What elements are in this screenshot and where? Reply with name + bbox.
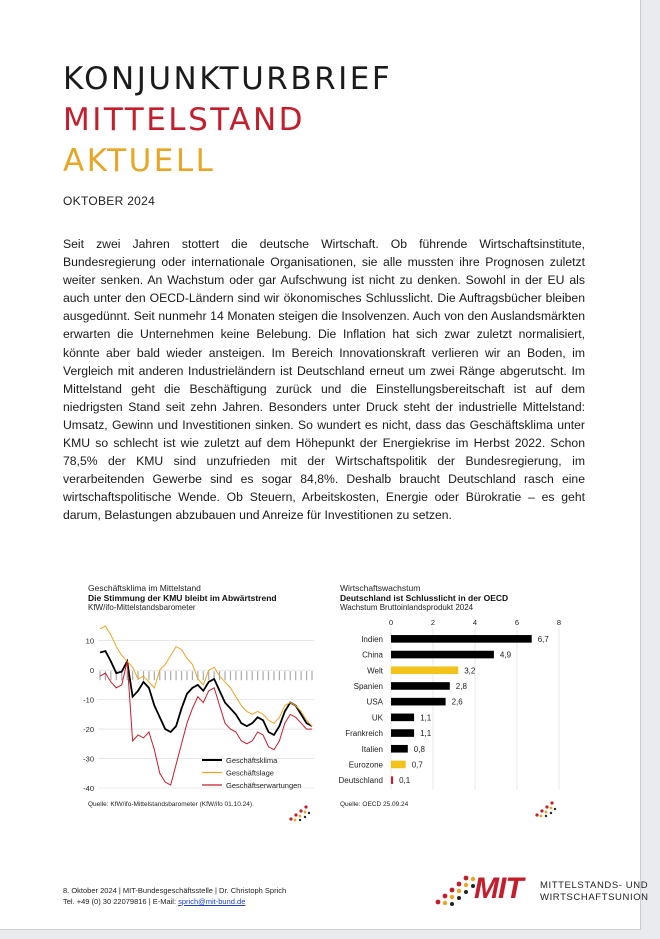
left-chart-tick-label: 0 (89, 666, 94, 676)
right-chart-bar (391, 666, 458, 674)
footer-line-2: Tel. +49 (0) 30 22079816 | E-Mail: sprich@mit-bund.de (63, 897, 246, 906)
right-chart-category-label: Eurozone (348, 760, 383, 770)
right-chart-category-label: UK (371, 713, 383, 723)
right-chart-source: Quelle: OECD 25.09.24 (340, 801, 409, 808)
right-chart-category-label: China (362, 650, 383, 660)
footer-email-link[interactable]: sprich@mit-bund.de (178, 897, 246, 906)
right-chart-tick-label: 6 (514, 618, 520, 627)
right-chart-category-label: Welt (367, 666, 383, 676)
right-chart-tick-label: 8 (556, 618, 562, 627)
right-chart-category-label: Deutschland (338, 776, 383, 786)
left-chart-caption: KfW/ifo-Mittelstandsbarometer (88, 603, 196, 612)
left-chart-tick-label: -10 (83, 695, 94, 705)
right-chart-subtitle: Deutschland ist Schlusslicht in der OECD (340, 593, 509, 603)
mit-logo-wordmark: MIT (474, 872, 523, 905)
right-chart-category-label: Indien (361, 634, 383, 644)
mit-brand-name: MITTELSTANDS- UND WIRTSCHAFTSUNION (540, 880, 649, 903)
left-chart-legend-label: Geschäftserwartungen (226, 781, 302, 790)
left-chart-source: Quelle: KfW/ifo-Mittelstandsbarometer (KfW/ifo 01.10.24) (88, 801, 253, 808)
body-text: Seit zwei Jahren stottert die deutsche Wirtschaft. Ob führende Wirtschaftsinstitute, Bundesregierung oder internationale Organisationen, sie alle mussten ihre Prognosen zuletzt weiter senken. An Wachstum oder gar Aufschwung ist nicht zu denken. Sowohl in der EU als auch unter den OECD-Ländern sind wir ökonomisches Schlusslicht. Die Auftragsbücher bleiben ausgedünnt. Seit nunmehr 14 Monaten steigen die Insolvenzen. Auch von den Auslandsmärkten erwarten die Unternehmen keine Belebung. Die Inflation hat sich zwar zuletzt normalisiert, könnte aber bald wieder ansteigen. Im Bereich Innovationskraft verlieren wir an Boden, im Vergleich mit anderen Industrieländern ist Deutschland erneut um zwei Ränge abgerutscht. Im Mittelstand geht die Beschäftigung zurück und die Einstellungsbereitschaft ist auf dem niedrigsten Stand seit zehn Jahren. Besonders unter Druck steht der industrielle Mittelstand: Umsatz, Gewinn und Investitionen sinken. So wundert es nicht, dass das Geschäftsklima unter KMU so schlecht ist wie zuletzt auf dem Höhepunkt der Energiekrise im Herbst 2022. Schon 78,5% der KMU sind unzufrieden mit der Wirtschaftspolitik der Bundesregierung, im verarbeitenden Gewerbe sind es sogar 84,8%. Deshalb braucht Deutschland rasch eine wirtschaftspolitische Wende. Ob Steuern, Arbeitskosten, Energie oder Bürokratie – es geht darum, Belastungen abzubauen und Anreize für Investitionen zu setzen. (63, 237, 585, 523)
right-chart-value-label: 2,8 (455, 681, 467, 691)
mit-logo-icon (432, 872, 478, 908)
right-chart-bar (391, 635, 532, 643)
left-chart-tick-label: 10 (85, 636, 94, 646)
right-chart-value-label: 6,7 (537, 634, 549, 644)
right-chart-caption: Wachstum Bruttoinlandsprodukt 2024 (340, 603, 474, 612)
left-chart-plot (74, 622, 324, 800)
right-chart-bar (391, 761, 406, 769)
left-chart-subtitle: Die Stimmung der KMU bleibt im Abwärtstrend (88, 593, 277, 603)
right-chart-category-label: Spanien (353, 681, 383, 691)
right-chart-plot (330, 615, 590, 795)
left-chart-tick-label: -40 (83, 784, 94, 793)
issue-date: OKTOBER 2024 (63, 194, 156, 208)
right-chart-tick-label: 2 (430, 618, 436, 627)
right-chart-category-label: Italien (361, 744, 383, 754)
right-chart-category-label: USA (366, 697, 383, 707)
left-chart-title: Geschäftsklima im Mittelstand (88, 583, 201, 593)
right-chart-value-label: 0,8 (413, 744, 425, 754)
right-chart-tick-label: 0 (388, 618, 394, 627)
right-chart-value-label: 2,6 (451, 697, 463, 707)
right-chart-bar (391, 682, 450, 690)
right-chart-bar (391, 651, 494, 659)
left-chart-tick-label: -30 (83, 754, 94, 764)
right-chart-value-label: 0,1 (399, 776, 411, 786)
right-chart-bar (391, 729, 414, 737)
left-chart (88, 583, 323, 613)
title-line-3: AKTUELL (63, 143, 216, 179)
right-chart-bar (391, 745, 408, 753)
title-line-2: MITTELSTAND (63, 102, 306, 138)
right-chart-bar (391, 698, 446, 706)
right-chart-bar (391, 714, 414, 722)
mit-dots-icon (287, 803, 313, 823)
left-chart-tick-label: -20 (83, 725, 94, 735)
right-chart (340, 583, 580, 613)
right-chart-tick-label: 4 (472, 618, 478, 627)
right-chart-category-label: Frankreich (345, 729, 383, 739)
title-line-1: KONJUNKTURBRIEF (63, 61, 393, 97)
right-chart-value-label: 3,2 (464, 666, 476, 676)
right-chart-value-label: 0,7 (411, 760, 423, 770)
right-chart-value-label: 4,9 (499, 650, 512, 660)
mit-dots-icon (533, 799, 559, 819)
right-chart-value-label: 1,1 (420, 713, 432, 723)
right-chart-title: Wirtschaftswachstum (340, 583, 421, 593)
left-chart-legend-label: Geschäftsklima (226, 756, 278, 765)
right-chart-bar (391, 776, 393, 784)
footer-line-1: 8. Oktober 2024 | MIT-Bundesgeschäftsstelle | Dr. Christoph Sprich (63, 886, 287, 895)
right-chart-value-label: 1,1 (420, 729, 432, 739)
left-chart-legend-label: Geschäftslage (226, 768, 274, 778)
